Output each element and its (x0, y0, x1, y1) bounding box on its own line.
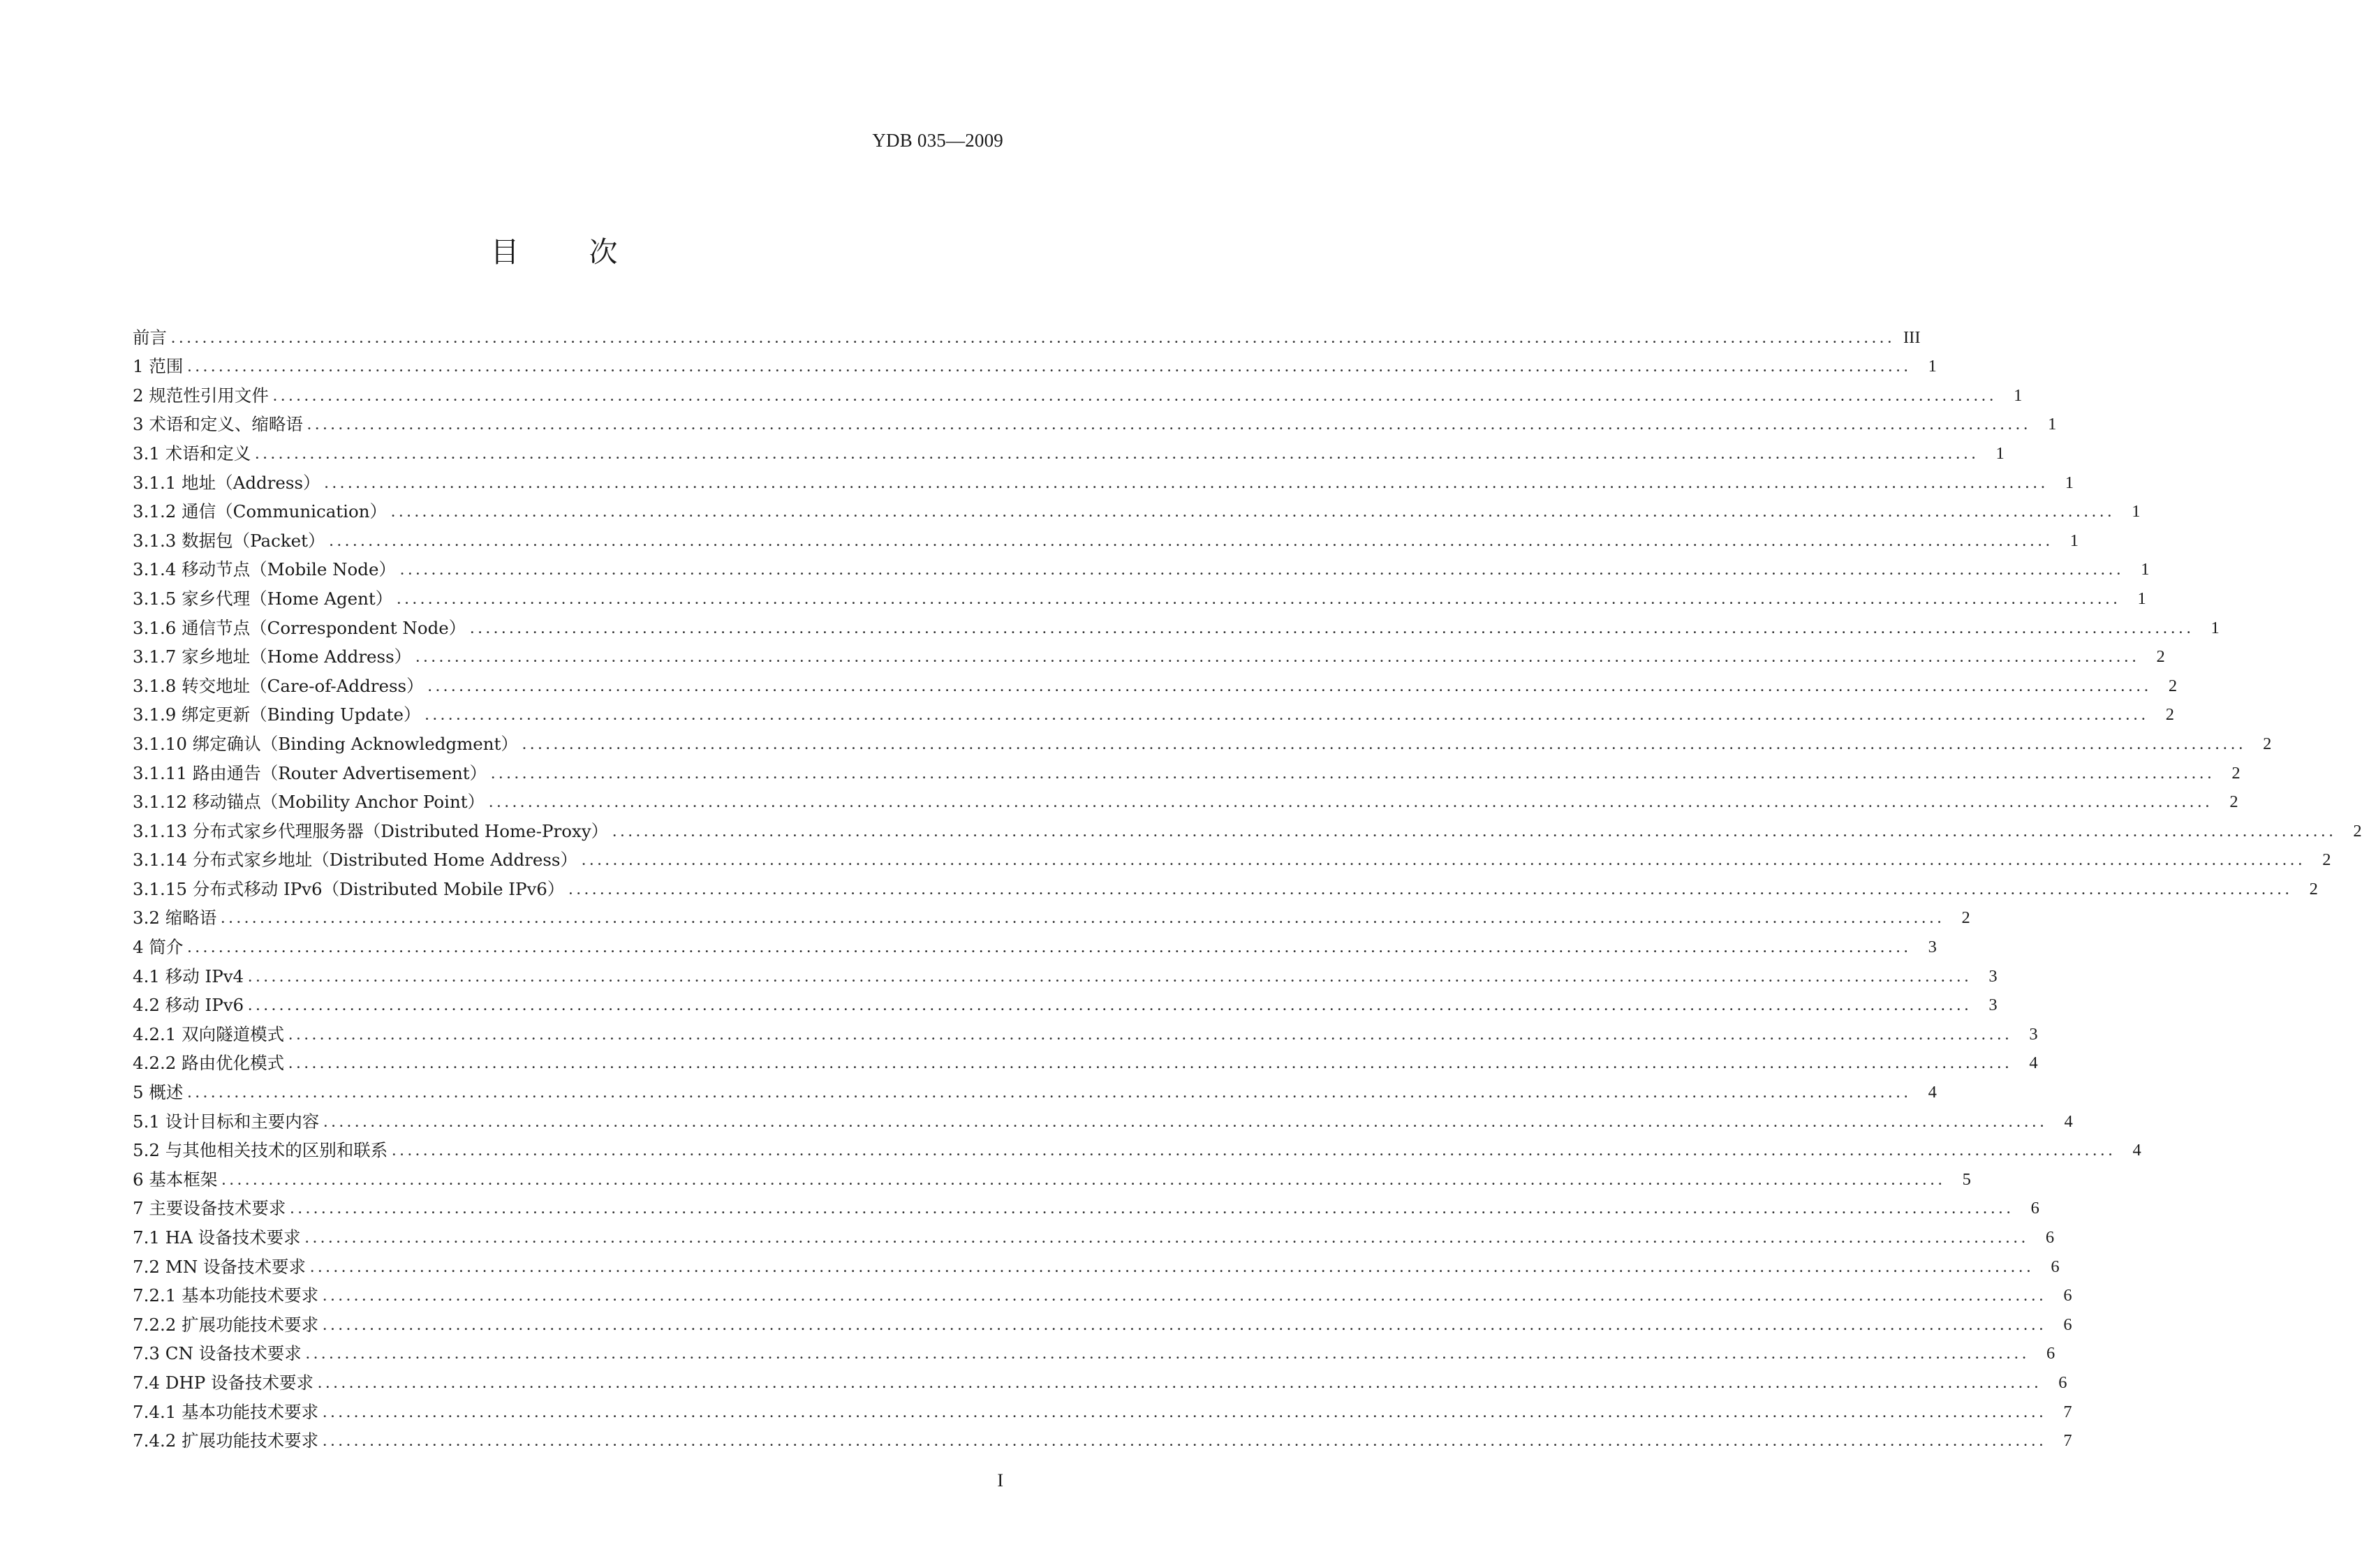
toc-entry[interactable] (133, 1393, 2072, 1423)
toc-entry-label: 7.4.2 扩展功能技术要求 (133, 1430, 319, 1451)
toc-entry-label: 1 范围 (133, 356, 184, 377)
toc-entry[interactable] (133, 494, 2141, 523)
toc-dot-leader: ............................................................................................................................................................................................................................ (323, 1431, 2047, 1451)
toc-entry-page: 2 (2165, 705, 2174, 725)
toc-entry[interactable] (133, 1016, 2038, 1045)
toc-entry-page: 6 (2063, 1286, 2072, 1306)
table-of-contents (133, 319, 2362, 1451)
toc-dot-leader: ............................................................................................................................................................................................................................ (582, 850, 2306, 870)
toc-dot-leader: ............................................................................................................................................................................................................................ (415, 647, 2140, 667)
toc-entry-page: 2 (2231, 763, 2241, 783)
toc-entry-label: 3.1.13 分布式家乡代理服务器（Distributed Home-Proxy） (133, 820, 609, 841)
toc-entry[interactable] (133, 1423, 2072, 1452)
toc-entry-page: 2 (2229, 792, 2238, 812)
document-code: YDB 035—2009 (872, 130, 1003, 151)
toc-dot-leader: ............................................................................................................................................................................................................................ (221, 908, 1945, 928)
toc-entry-page: 2 (2156, 647, 2165, 667)
toc-entry[interactable] (133, 1336, 2055, 1365)
toc-entry-label: 3.1.15 分布式移动 IPv6（Distributed Mobile IPv6） (133, 878, 565, 899)
toc-entry[interactable] (133, 929, 1937, 958)
toc-dot-leader: ............................................................................................................................................................................................................................ (304, 1228, 2030, 1247)
toc-entry-label: 3.1.14 分布式家乡地址（Distributed Home Address） (133, 850, 577, 871)
toc-dot-leader: ............................................................................................................................................................................................................................ (324, 473, 2049, 492)
toc-entry-page: 2 (2263, 734, 2272, 753)
toc-entry-page: 6 (2046, 1344, 2055, 1363)
toc-entry-page: 4 (2064, 1111, 2073, 1131)
toc-dot-leader: ............................................................................................................................................................................................................................ (427, 676, 2153, 695)
toc-entry[interactable] (133, 900, 1970, 929)
toc-entry-label: 3.1.6 通信节点（Correspondent Node） (133, 617, 466, 638)
toc-dot-leader: ............................................................................................................................................................................................................................ (397, 589, 2121, 608)
toc-entry[interactable] (133, 319, 1921, 348)
toc-entry[interactable] (133, 435, 2005, 464)
toc-entry-label: 3.2 缩略语 (133, 908, 217, 929)
toc-entry[interactable] (133, 1132, 2141, 1162)
toc-dot-leader: ............................................................................................................................................................................................................................ (288, 1053, 2013, 1073)
toc-entry[interactable] (133, 697, 2174, 726)
toc-entry-label: 7.4 DHP 设备技术要求 (133, 1372, 314, 1393)
toc-entry-page: 1 (2014, 385, 2023, 405)
toc-entry[interactable] (133, 1045, 2038, 1074)
toc-entry-label: 3.1.4 移动节点（Mobile Node） (133, 559, 396, 580)
toc-dot-leader: ............................................................................................................................................................................................................................ (612, 821, 2337, 841)
toc-entry-page: 7 (2063, 1402, 2072, 1421)
toc-entry-label: 3.1 术语和定义 (133, 443, 251, 464)
toc-entry[interactable] (133, 580, 2146, 609)
toc-entry-page: 1 (2048, 415, 2057, 434)
toc-entry-page: 6 (2045, 1228, 2055, 1247)
toc-entry-label: 7.2.2 扩展功能技术要求 (133, 1314, 319, 1335)
toc-entry-label: 4.1 移动 IPv4 (133, 966, 244, 986)
toc-entry-page: 2 (1961, 908, 1970, 928)
toc-dot-leader: ............................................................................................................................................................................................................................ (187, 357, 1912, 376)
toc-dot-leader: ............................................................................................................................................................................................................................ (187, 1083, 1912, 1102)
toc-entry-page: 1 (2069, 531, 2079, 550)
toc-entry-page: 4 (1928, 1083, 1937, 1102)
toc-dot-leader: ............................................................................................................................................................................................................................ (290, 1199, 2014, 1218)
toc-dot-leader: ............................................................................................................................................................................................................................ (272, 385, 1998, 405)
toc-entry-label: 7.4.1 基本功能技术要求 (133, 1401, 319, 1422)
toc-entry-page: 6 (2030, 1199, 2039, 1218)
toc-dot-leader: ............................................................................................................................................................................................................................ (522, 734, 2247, 753)
toc-dot-leader: ............................................................................................................................................................................................................................ (392, 1141, 2116, 1160)
toc-entry[interactable] (133, 406, 2057, 436)
toc-entry[interactable] (133, 871, 2318, 900)
toc-entry-page: 2 (2168, 676, 2178, 695)
toc-entry-label: 5.2 与其他相关技术的区别和联系 (133, 1140, 388, 1161)
toc-entry[interactable] (133, 813, 2362, 842)
toc-entry-page: 5 (1962, 1169, 1971, 1189)
toc-entry[interactable] (133, 1103, 2073, 1132)
toc-entry-label: 3.1.3 数据包（Packet） (133, 530, 325, 551)
toc-dot-leader: ............................................................................................................................................................................................................................ (323, 1111, 2048, 1131)
toc-entry[interactable] (133, 1161, 1971, 1190)
toc-dot-leader: ............................................................................................................................................................................................................................ (391, 502, 2116, 522)
toc-dot-leader: ............................................................................................................................................................................................................................ (399, 560, 2125, 579)
toc-entry-page: 1 (1928, 357, 1937, 376)
toc-entry-page: III (1903, 327, 1921, 347)
toc-entry[interactable] (133, 755, 2241, 784)
toc-entry[interactable] (133, 1306, 2072, 1336)
toc-entry-label: 7.2.1 基本功能技术要求 (133, 1285, 319, 1306)
toc-entry-label: 3.1.12 移动锚点（Mobility Anchor Point） (133, 792, 485, 813)
toc-dot-leader: ............................................................................................................................................................................................................................ (248, 966, 1972, 986)
toc-entry-label: 3.1.9 绑定更新（Binding Update） (133, 704, 421, 725)
toc-entry-page: 6 (2063, 1315, 2072, 1334)
toc-title (0, 229, 1108, 270)
page-number: I (997, 1470, 1003, 1491)
toc-title-char-2: 次 (589, 235, 618, 269)
toc-dot-leader: ............................................................................................................................................................................................................................ (489, 792, 2213, 812)
toc-entry-label: 4.2.2 路由优化模式 (133, 1053, 285, 1074)
toc-entry-label: 5 概述 (133, 1082, 184, 1103)
toc-dot-leader: ............................................................................................................................................................................................................................ (323, 1315, 2047, 1334)
toc-dot-leader: ............................................................................................................................................................................................................................ (305, 1344, 2030, 1363)
toc-entry[interactable] (133, 552, 2150, 581)
toc-entry-label: 3.1.8 转交地址（Care-of-Address） (133, 675, 424, 696)
toc-entry[interactable] (133, 842, 2331, 871)
toc-entry-label: 3.1.11 路由通告（Router Advertisement） (133, 762, 487, 783)
toc-entry[interactable] (133, 522, 2079, 552)
toc-entry[interactable] (133, 987, 1998, 1016)
toc-entry-label: 4.2.1 双向隧道模式 (133, 1023, 285, 1044)
toc-entry[interactable] (133, 1190, 2039, 1220)
toc-dot-leader: ............................................................................................................................................................................................................................ (329, 531, 2054, 550)
toc-dot-leader: ............................................................................................................................................................................................................................ (425, 705, 2149, 725)
toc-entry-label: 前言 (133, 327, 167, 348)
toc-entry[interactable] (133, 1364, 2067, 1393)
toc-entry[interactable] (133, 377, 2023, 406)
toc-entry-page: 6 (2051, 1257, 2060, 1276)
toc-entry-label: 7.3 CN 设备技术要求 (133, 1343, 302, 1364)
toc-entry-label: 2 规范性引用文件 (133, 385, 269, 406)
toc-entry[interactable] (133, 1074, 1937, 1103)
toc-entry-label: 3.1.2 通信（Communication） (133, 501, 387, 522)
toc-dot-leader: ............................................................................................................................................................................................................................ (310, 1257, 2035, 1276)
toc-entry-label: 6 基本框架 (133, 1169, 218, 1190)
toc-entry-label: 4.2 移动 IPv6 (133, 995, 244, 1016)
toc-entry[interactable] (133, 464, 2074, 494)
toc-entry-page: 1 (2132, 502, 2141, 522)
toc-entry-page: 4 (2029, 1053, 2038, 1073)
toc-entry-label: 7 主要设备技术要求 (133, 1198, 286, 1219)
toc-entry-label: 7.2 MN 设备技术要求 (133, 1256, 307, 1277)
toc-dot-leader: ............................................................................................................................................................................................................................ (568, 879, 2293, 898)
toc-entry-page: 1 (1995, 443, 2005, 463)
toc-entry[interactable] (133, 1248, 2060, 1278)
toc-dot-leader: ............................................................................................................................................................................................................................ (318, 1373, 2042, 1392)
toc-entry-page: 6 (2058, 1373, 2067, 1392)
toc-dot-leader: ............................................................................................................................................................................................................................ (221, 1169, 1946, 1189)
toc-entry[interactable] (133, 725, 2272, 755)
toc-title-char-1: 目 (490, 235, 519, 269)
toc-entry-label: 5.1 设计目标和主要内容 (133, 1111, 320, 1132)
toc-entry-page: 2 (2309, 879, 2318, 898)
toc-entry-label: 3.1.5 家乡代理（Home Agent） (133, 588, 393, 609)
toc-dot-leader: ............................................................................................................................................................................................................................ (187, 938, 1912, 957)
toc-entry[interactable] (133, 1278, 2072, 1307)
toc-entry-page: 2 (2322, 850, 2331, 870)
toc-dot-leader: ............................................................................................................................................................................................................................ (307, 415, 2032, 434)
toc-entry[interactable] (133, 609, 2220, 639)
toc-entry[interactable] (133, 958, 1998, 987)
toc-entry-page: 7 (2063, 1431, 2072, 1451)
toc-dot-leader: ............................................................................................................................................................................................................................ (248, 996, 1972, 1015)
toc-entry-label: 3.1.1 地址（Address） (133, 472, 320, 493)
toc-entry-label: 4 简介 (133, 937, 184, 958)
toc-entry[interactable] (133, 348, 1937, 378)
toc-dot-leader: ............................................................................................................................................................................................................................ (323, 1402, 2047, 1421)
toc-dot-leader: ............................................................................................................................................................................................................................ (491, 763, 2215, 783)
toc-entry-label: 7.1 HA 设备技术要求 (133, 1227, 301, 1248)
toc-entry-page: 2 (2353, 821, 2362, 841)
toc-dot-leader: ............................................................................................................................................................................................................................ (470, 618, 2194, 637)
toc-entry[interactable] (133, 667, 2178, 697)
toc-entry[interactable] (133, 1219, 2055, 1248)
toc-entry-page: 3 (1928, 938, 1937, 957)
toc-entry-page: 1 (2141, 560, 2150, 579)
toc-entry-page: 1 (2210, 618, 2220, 637)
toc-entry-label: 3.1.10 绑定确认（Binding Acknowledgment） (133, 733, 518, 754)
toc-entry-page: 4 (2132, 1141, 2141, 1160)
toc-entry-page: 3 (2029, 1024, 2038, 1044)
toc-dot-leader: ............................................................................................................................................................................................................................ (323, 1286, 2047, 1306)
toc-entry-page: 3 (1988, 966, 1998, 986)
toc-entry-page: 3 (1988, 996, 1998, 1015)
toc-entry-label: 3.1.7 家乡地址（Home Address） (133, 646, 412, 667)
toc-entry-page: 1 (2137, 589, 2146, 608)
toc-entry-label: 3 术语和定义、缩略语 (133, 414, 303, 435)
toc-entry[interactable] (133, 639, 2165, 668)
toc-dot-leader: ............................................................................................................................................................................................................................ (171, 327, 1896, 347)
toc-entry[interactable] (133, 784, 2238, 813)
toc-dot-leader: ............................................................................................................................................................................................................................ (255, 443, 1979, 463)
toc-dot-leader: ............................................................................................................................................................................................................................ (288, 1024, 2013, 1044)
toc-entry-page: 1 (2065, 473, 2074, 492)
